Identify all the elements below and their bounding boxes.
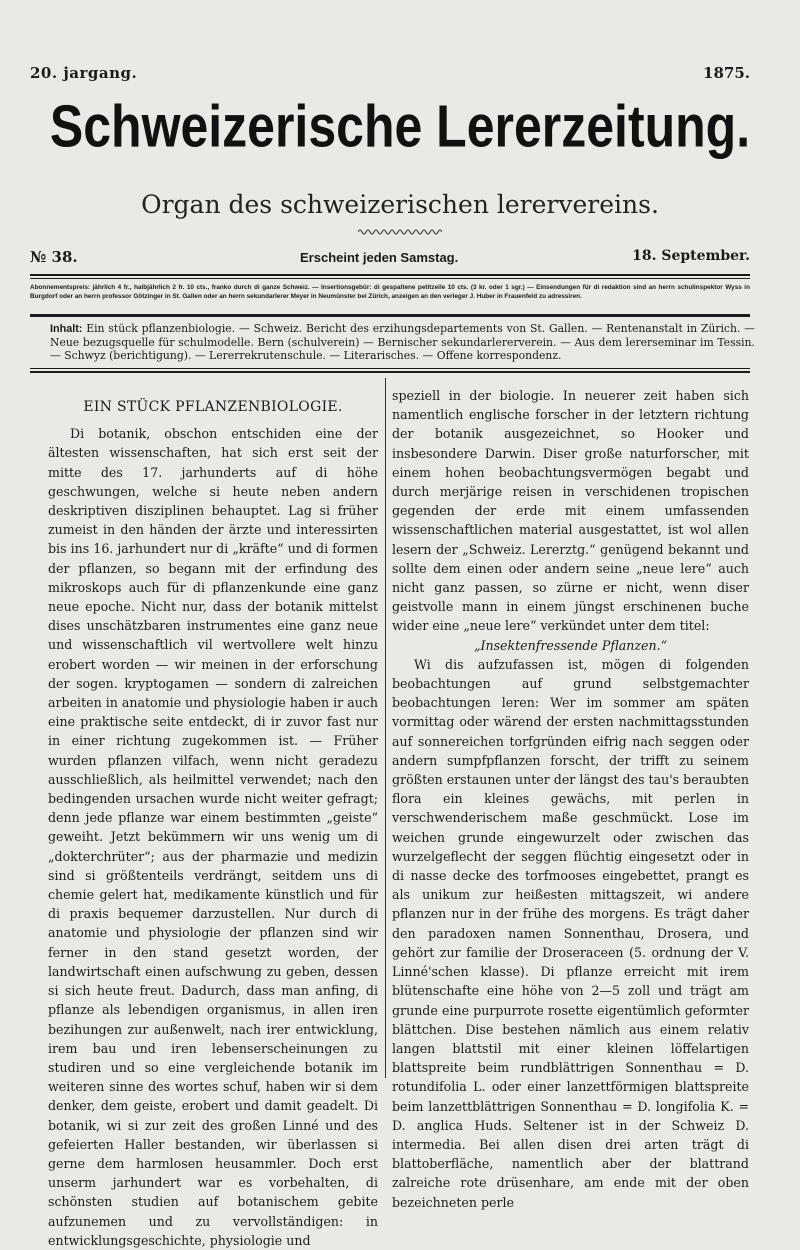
divider [30, 314, 750, 317]
ornament-squiggle [358, 228, 442, 236]
issue-frequency: Erscheint jeden Samstag. [300, 250, 459, 265]
subscription-info: Abonnementspreis: jährlich 4 fr., halbjährlich 2 fr. 10 cts., franko durch di ganze Schweiz. — Insertionsgebür: di gespaltene petitzeile 10 cts. (3 kr. oder 1 sgr.) — Einsendungen für di redaktion sind an herrn schulinspektor Wyss in Burgdorf oder an herrn professor Götzinger in St. Gallen oder an herrn sekundarlerer Meyer in Neumünster bei Zürich, anzeigen an den verleger J. Huber in Frauenfeld zu adressiren. [30, 284, 750, 300]
right-column [392, 386, 749, 1212]
issue-number: № 38. [30, 248, 78, 266]
issue-row [30, 248, 750, 270]
contents-label: Inhalt: [50, 323, 83, 335]
left-column [48, 386, 378, 1250]
table-of-contents [50, 322, 755, 362]
issue-date: 18. September. [632, 248, 750, 264]
article-paragraph: Wi dis aufzufassen ist, mögen di folgenden beobachtungen auf grund selbstgemachter beobachtungen leren: Wer im sommer am späten vormittag oder wärend der ersten nachmittagsstunden auf sonnereichen torfgründen eifrig nach seggen oder andern sumpfpflanzen forscht, der trifft zu seinem größten erstaunen unter der längst des tau's beraubten flora ein kleines gewächs, mit perlen in verschwenderischem maße geschmückt. Lose im weichen grunde eingewurzelt oder zwischen das wurzelgeflecht der seggen flüchtig eingesetzt oder in di nasse decke des torfmooses eingebettet, prangt es als unikum zur heißesten mittagszeit, wi andere pflanzen nur in der frühe des morgens. Es trägt daher den paradoxen namen Sonnenthau, Drosera, und gehört zur familie der Droseraceen (5. ordnung der V. Linné'schen klasse). Di pflanze erreicht mit irem blütenschafte eine höhe von 2—5 zoll und trägt am grunde eine purpurrote rosette eigentümlich geformter blättchen. Dise bestehen nämlich aus einem relativ langen blattstil mit einer kleinen löffelartigen blattspreite beim rundblättrigen Sonnenthau = D. rotundifolia L. oder einer lanzettförmigen blattspreite beim lanzettblättrigen Sonnenthau = D. longifolia K. = D. anglica Huds. Seltener ist in der Schweiz D. intermedia. Bei allen disen drei arten trägt di blattoberfläche, namentlich aber der blattrand zalreiche rote drüsenhare, am ende mit der oben bezeichneten perle [392, 656, 749, 1210]
divider [30, 278, 750, 279]
divider [30, 368, 750, 369]
volume-label: 20. jargang. [30, 64, 138, 82]
divider [30, 274, 750, 276]
contents-text: Ein stück pflanzenbiologie. — Schweiz. Bericht des erzihungsdepartements von St. Gallen. — Rentenanstalt in Zürich. — Neue bezugsquelle für schulmodelle. Bern (schulverein) — Bernischer sekundarlererverein. — Aus dem lererseminar im Tessin. — Schwyz (berichtigung). — Lererrekrutenschule. — Literarisches. — Offene korrespondenz. [50, 322, 755, 362]
article-subheading: „Insektenfressende Pflanzen.“ [473, 637, 668, 653]
masthead-subtitle: Organ des schweizerischen lerervereins. [141, 190, 659, 219]
masthead-title: Schweizerische Lererzeitung. [49, 93, 751, 160]
divider [30, 371, 750, 373]
article-paragraph: Di botanik, obschon entschiden eine der ältesten wissenschaften, hat sich erst seit der mitte des 17. jarhunderts auf di höhe geschwungen, welche si heute neben andern deskriptiven disziplinen behauptet. Lag si früher zumeist in den händen der ärzte und interessirten bis ins 16. jarhundert nur di „kräfte“ und di formen der pflanzen, so begann mit der erfindung des mikroskops auch für di pflanzenkunde eine ganz neue epoche. Nicht nur, dass der botanik mittelst dises unschätzbaren instrumentes eine ganz neue und wissenschaftlich vil wertvollere welt hinzu erobert worden — wir meinen in der erforschung der sogen. kryptogamen — sondern di zalreichen arbeiten in anatomie und physiologie haben ir auch eine praktische seite entdeckt, di ir zuvor fast nur in einer richtung zugekommen ist. — Früher wurden pflanzen vilfach, wenn nicht geradezu ausschließlich, als heilmittel verwendet; nach den bedingenden ursachen wurde nicht weiter gefragt; denn jede pflanze war einem bestimmten „geiste“ geweiht. Jetzt bekümmern wir uns wenig um di „dokterchrüter“; aus der pharmazie und medizin sind si größtenteils verdrängt, seitdem uns di chemie gelert hat, medikamente künstlich und für di praxis bequemer darzustellen. Nur durch di anatomie und physiologie der pflanzen sind wir ferner in den stand gesetzt worden, der landwirtschaft einen aufschwung zu geben, dessen si sich heute freut. Dadurch, dass man anfing, di pflanze als lebendigen organismus, in allen iren bezihungen zur außenwelt, nach irer entwicklung, irem bau und iren lebenserscheinungen zu studiren und so eine vergleichende botanik im weiteren sinne des wortes schuf, haben wir si dem denker, dem geiste, erobert und damit geadelt. Di botanik, wi si zur zeit des großen Linné und des gefeierten Haller bestanden, wir überlassen si gerne dem harmlosen heusammler. Doch erst unserm jarhundert war es vorbehalten, di schönsten studien auf botanischem gebite aufzunemen und zu vervollständigen: in entwicklungsgeschichte, physiologie und [48, 426, 378, 1248]
column-divider [385, 378, 386, 1078]
year-label: 1875. [703, 64, 750, 82]
article-paragraph: speziell in der biologie. In neuerer zeit haben sich namentlich englische forscher in der letztern richtung der botanik ausgezeichnet, so Hooker und insbesondere Darwin. Diser große naturforscher, mit einem hohen beobachtungsvermögen begabt und durch merjärige reisen in verschidenen tropischen gegenden der erde mit einem umfassenden wissenschaftlichen material ausgestattet, ist wol allen lesern der „Schweiz. Lererztg.“ genügend bekannt und sollte dem einen oder andern seine „neue lere“ auch nicht ganz passen, so zürne er nicht, wenn diser geistvolle mann in einem jüngst erschinenen buche wider eine „neue lere“ verkündet unter dem titel: [392, 388, 749, 634]
article-title: EIN STÜCK PFLANZENBIOLOGIE. [83, 399, 343, 415]
